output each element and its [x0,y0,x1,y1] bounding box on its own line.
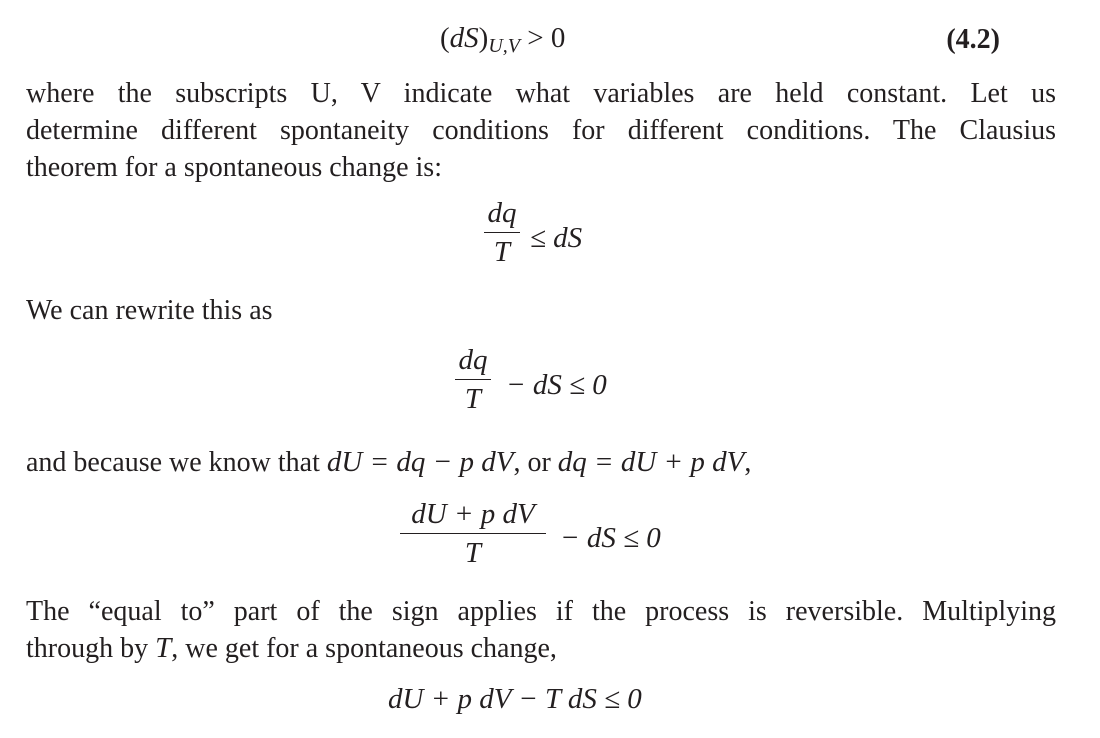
fraction-bar [455,379,491,380]
fraction-bar [400,533,546,534]
fraction-bar [484,232,520,233]
rewrite-fraction [455,343,491,416]
fraction-denominator: T [464,537,482,569]
paragraph-line [26,630,1056,667]
clausius-rhs: ≤ dS [530,222,583,254]
paragraph-text: , or [513,447,558,478]
paragraph-text: , [744,447,752,478]
paragraph-reversible [26,593,1056,667]
fraction-numerator: dq [487,197,517,229]
substituted-fraction [400,497,546,570]
substituted-rhs: − dS ≤ 0 [560,522,661,554]
paragraph-first-law [26,446,751,479]
fraction-denominator: T [464,383,482,415]
paragraph-line: determine different spontaneity conditions for different conditions. The Clausius [26,115,1056,146]
clausius-fraction [484,196,520,269]
temperature-variable: T [155,632,172,664]
paragraph-text: , we get for a spontaneous change, [171,633,557,664]
paragraph-text: and because we know that [26,447,327,478]
rewrite-rhs: − dS ≤ 0 [506,369,607,401]
eq-4-2-open-paren: ( [440,22,450,54]
paragraph-line: where the subscripts U, V indicate what variables are held constant. Let us [26,78,1056,109]
final-inequality: dU + p dV − T dS ≤ 0 [388,683,642,715]
eq-4-2-rhs: > 0 [520,22,566,54]
equation-4-2 [440,22,565,58]
equation-number: (4.2) [946,24,1000,55]
eq-4-2-close-paren: ) [478,22,489,54]
fraction-numerator: dU + p dV [411,498,535,530]
paragraph-rewrite: We can rewrite this as [26,295,273,326]
fraction-numerator: dq [458,344,488,376]
eq-4-2-subscript: U,V [488,35,521,57]
paragraph-line: theorem for a spontaneous change is: [26,152,442,183]
heat-expression: dq = dU + p dV [557,446,745,478]
fraction-denominator: T [493,236,511,268]
paragraph-subscripts [26,75,1056,186]
eq-4-2-variable: dS [449,22,479,54]
paragraph-line: The “equal to” part of the sign applies if the process is reversible. Multiplying [26,596,1056,627]
paragraph-text: through by [26,633,156,664]
first-law-expression: dU = dq − p dV [326,446,514,478]
